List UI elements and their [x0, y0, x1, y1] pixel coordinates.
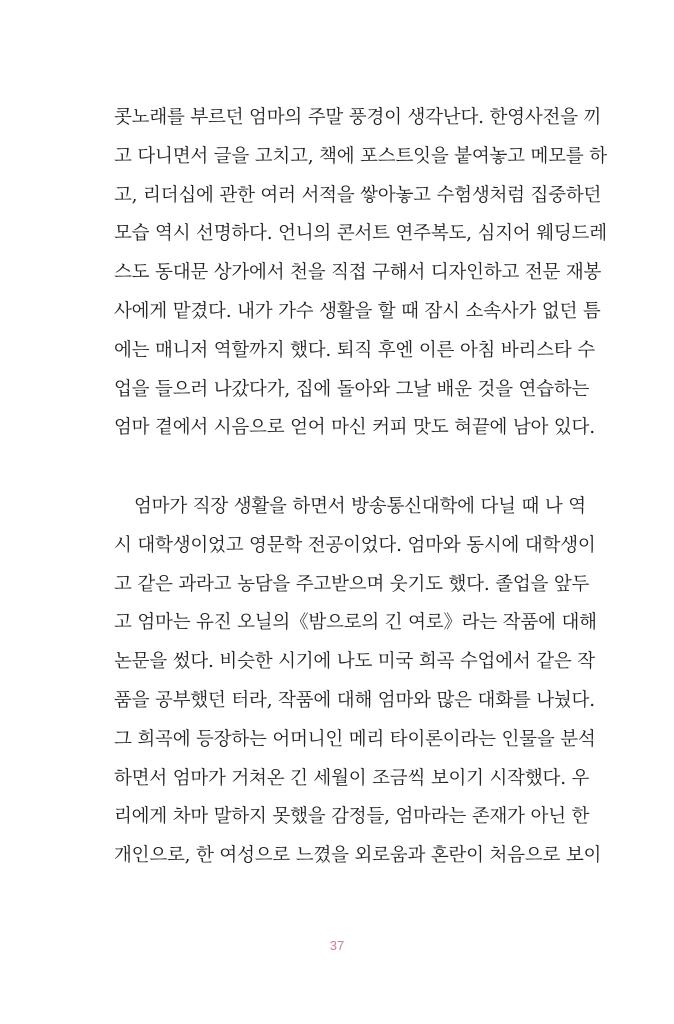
text-line: 하면서 엄마가 거쳐온 긴 세월이 조금씩 보이기 시작했다. 우: [114, 767, 590, 789]
text-line: 리에게 차마 말하지 못했을 감정들, 엄마라는 존재가 아닌 한: [114, 806, 590, 828]
text-line: 콧노래를 부르던 엄마의 주말 풍경이 생각난다. 한영사전을 끼: [114, 107, 602, 128]
text-line: 개인으로, 한 여성으로 느꼈을 외로움과 혼란이 처음으로 보이: [114, 845, 602, 867]
text-line: 에는 매니저 역할까지 했다. 퇴직 후엔 이른 아침 바리스타 수: [114, 339, 595, 361]
text-line: 그 희곡에 등장하는 어머니인 메리 타이론이라는 인물을 분석: [114, 728, 596, 750]
text-line: 엄마가 직장 생활을 하면서 방송통신대학에 다닐 때 나 역: [134, 496, 586, 517]
text-line: 엄마 곁에서 시음으로 얻어 마신 커피 맛도 혀끝에 남아 있다.: [114, 417, 595, 439]
text-line: 사에게 맡겼다. 내가 가수 생활을 할 때 잠시 소속사가 없던 틈: [114, 300, 601, 322]
text-line: 스도 동대문 상가에서 천을 직접 구해서 디자인하고 전문 재봉: [114, 262, 602, 284]
text-line: 고 엄마는 유진 오닐의《밤으로의 긴 여로》라는 작품에 대해: [114, 612, 597, 634]
text-line: 업을 들으러 나갔다가, 집에 돌아와 그날 배운 것을 연습하는: [114, 378, 590, 400]
paragraph-1: [114, 99, 607, 448]
text-line: 시 대학생이었고 영문학 전공이었다. 엄마와 동시에 대학생이: [114, 534, 596, 556]
text-line: 고, 리더십에 관한 여러 서적을 쌓아놓고 수험생처럼 집중하던: [114, 184, 602, 206]
text-line: 고 같은 과라고 농담을 주고받으며 웃기도 했다. 졸업을 앞두: [114, 573, 590, 595]
text-line: 고 다니면서 글을 고치고, 책에 포스트잇을 붙여놓고 메모를 하: [114, 145, 607, 167]
page-number: 37: [329, 938, 345, 953]
text-line: 모습 역시 선명하다. 언니의 콘서트 연주복도, 심지어 웨딩드레: [114, 223, 607, 245]
paragraph-2: [114, 488, 602, 876]
text-line: 품을 공부했던 터라, 작품에 대해 엄마와 많은 대화를 나눴다.: [114, 689, 595, 711]
text-line: 논문을 썼다. 비슷한 시기에 나도 미국 희곡 수업에서 같은 작: [114, 651, 595, 673]
